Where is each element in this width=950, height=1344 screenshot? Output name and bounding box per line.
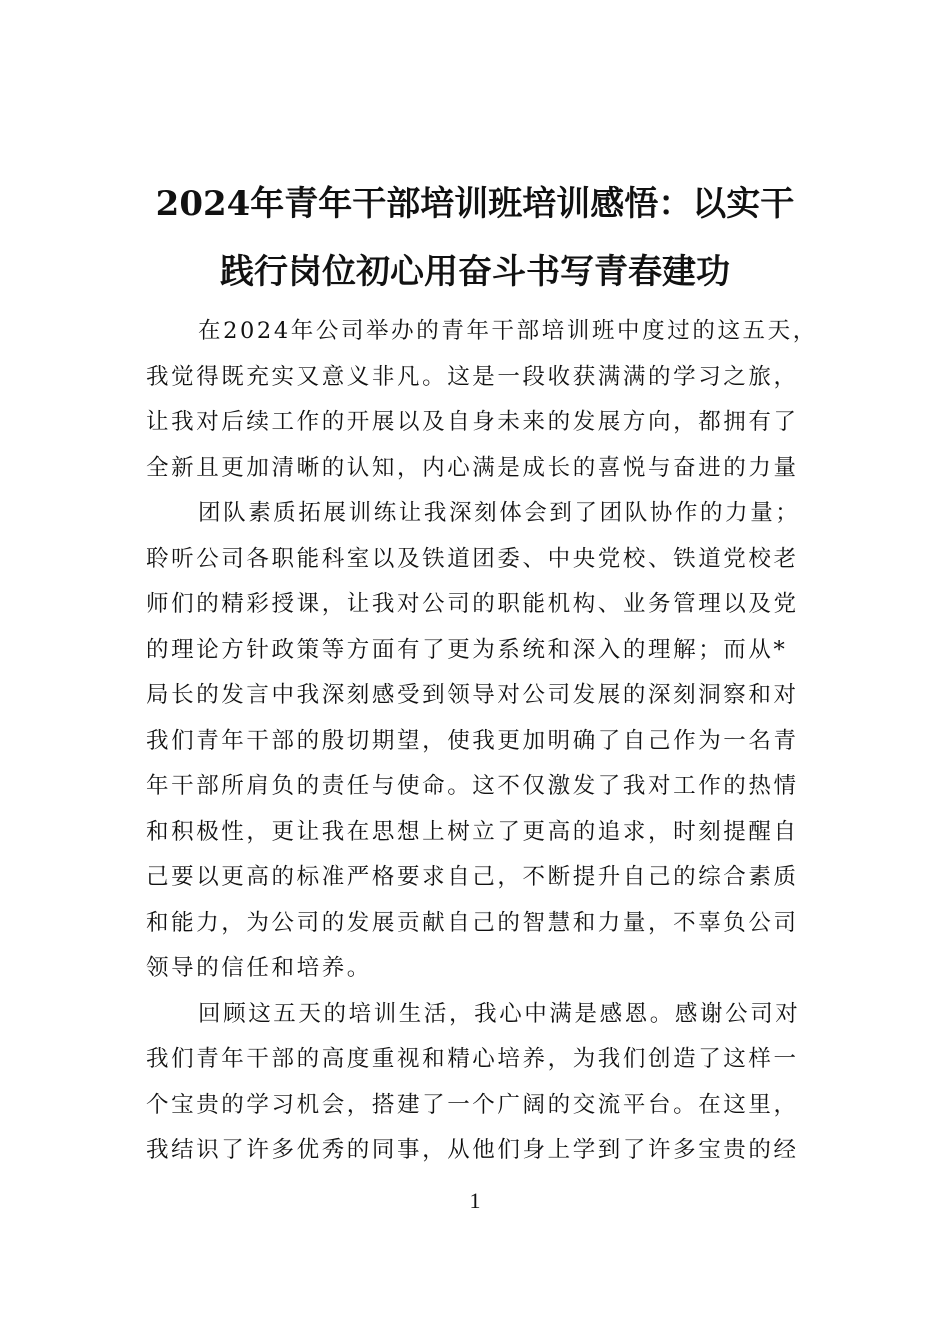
paragraph-2-line: 聆听公司各职能科室以及铁道团委、中央党校、铁道党校老 [146,545,799,572]
paragraph-1-line: 我觉得既充实又意义非凡。这是一段收获满满的学习之旅， [146,363,799,390]
paragraph-3-line: 我们青年干部的高度重视和精心培养，为我们创造了这样一 [146,1046,799,1072]
paragraph-3-line: 我结识了许多优秀的同事，从他们身上学到了许多宝贵的经 [146,1137,799,1163]
page-number: 1 [469,1188,481,1213]
paragraph-1-line: 全新且更加清晰的认知，内心满是成长的喜悦与奋进的力量 [146,454,799,481]
paragraph-1-line: 让我对后续工作的开展以及自身未来的发展方向，都拥有了 [146,409,799,435]
paragraph-2-line: 团队素质拓展训练让我深刻体会到了团队协作的力量； [198,500,801,526]
paragraph-2-line: 的理论方针政策等方面有了更为系统和深入的理解；而从* [146,636,788,663]
paragraph-2-line: 和能力，为公司的发展贡献自己的智慧和力量，不辜负公司 [146,909,799,936]
paragraph-1-line: 在2024年公司举办的青年干部培训班中度过的这五天， [198,318,818,344]
paragraph-3-line: 个宝贵的学习机会，搭建了一个广阔的交流平台。在这里， [146,1091,799,1118]
document-title [120,170,830,306]
title-line-2: 践行岗位初心用奋斗书写青春建功 [220,252,730,292]
paragraph-2-line: 年干部所肩负的责任与使命。这不仅激发了我对工作的热情 [146,773,799,799]
paragraph-2-line: 我们青年干部的殷切期望，使我更加明确了自己作为一名青 [146,727,799,754]
document-body [146,309,836,1174]
paragraph-2-line: 领导的信任和培养。 [146,955,372,981]
paragraph-3-line: 回顾这五天的培训生活，我心中满是感恩。感谢公司对 [198,1000,801,1027]
paragraph-2-line: 己要以更高的标准严格要求自己，不断提升自己的综合素质 [146,864,799,890]
paragraph-2-line: 局长的发言中我深刻感受到领导对公司发展的深刻洞察和对 [146,682,799,708]
paragraph-2-line: 师们的精彩授课，让我对公司的职能机构、业务管理以及党 [146,591,799,617]
title-line-1: 2024年青年干部培训班培训感悟：以实干 [155,184,795,224]
paragraph-2-line: 和积极性，更让我在思想上树立了更高的追求，时刻提醒自 [146,818,799,845]
